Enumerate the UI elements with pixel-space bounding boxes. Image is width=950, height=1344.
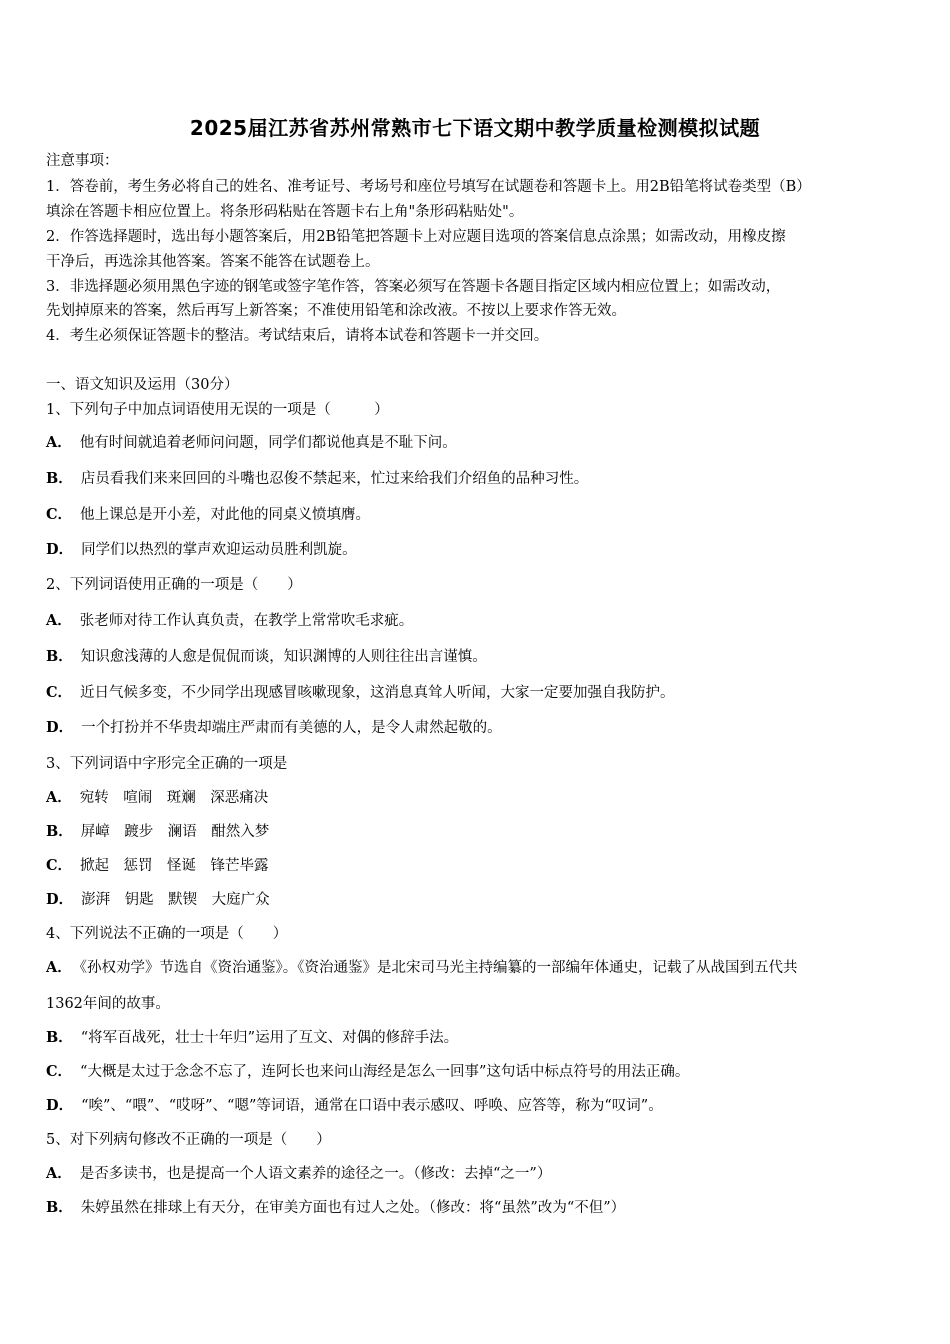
option-letter: A． (46, 959, 72, 976)
option-item (46, 1165, 916, 1183)
option-item (46, 823, 916, 841)
option-letter: D． (46, 1097, 74, 1114)
option-item (46, 684, 916, 702)
option-letter: B． (46, 823, 73, 840)
option-item (46, 1029, 916, 1047)
option-item (46, 789, 916, 807)
option-item (46, 434, 916, 452)
question-stem: 3、下列词语中字形完全正确的一项是 (46, 756, 288, 772)
question-stem: 1、下列句子中加点词语使用无误的一项是（ ） (46, 402, 389, 418)
option-letter: A． (46, 612, 72, 629)
option-item (46, 470, 916, 488)
option-letter: C． (46, 684, 73, 701)
option-letter: B． (46, 1199, 73, 1216)
notice-line: 干净后，再选涂其他答案。答案不能答在试题卷上。 (46, 254, 380, 270)
option-item (46, 959, 916, 977)
option-item (46, 1097, 916, 1115)
option-letter: A． (46, 789, 72, 806)
option-letter: B． (46, 1029, 73, 1046)
option-text: “将军百战死，壮士十年归”运用了互文、对偶的修辞手法。 (80, 1030, 459, 1046)
option-text: 是否多读书，也是提高一个人语文素养的途径之一。（修改：去掉“之一”） (79, 1166, 552, 1182)
option-item (46, 891, 916, 909)
option-text: 同学们以热烈的掌声欢迎运动员胜利凯旋。 (81, 542, 357, 558)
option-text: 《孙权劝学》节选自《资治通鉴》。《资治通鉴》是北宋司马光主持编纂的一部编年体通史，记载了从战国到五代共 (79, 960, 798, 976)
option-letter: B． (46, 470, 73, 487)
option-letter: C． (46, 857, 73, 874)
option-text: 一个打扮并不华贵却端庄严肃而有美德的人，是令人肃然起敬的。 (81, 720, 502, 736)
section-heading: 一、语文知识及运用（30分） (46, 377, 239, 393)
notice-line: 1．答卷前，考生务必将自己的姓名、准考证号、考场号和座位号填写在试题卷和答题卡上。用2B铅笔将试卷类型（B） (46, 179, 811, 195)
option-item (46, 1199, 916, 1217)
notice-line: 4．考生必须保证答题卡的整洁。考试结束后，请将本试卷和答题卡一并交回。 (46, 328, 549, 344)
option-text: 他上课总是开小差，对此他的同桌义愤填膺。 (80, 507, 371, 523)
option-text: 澎湃 钥匙 默锲 大庭广众 (81, 892, 270, 908)
option-text: 掀起 惩罚 怪诞 锋芒毕露 (80, 858, 269, 874)
option-item (46, 506, 916, 524)
question-stem: 2、下列词语使用正确的一项是（ ） (46, 577, 302, 593)
option-text: “大概是太过于念念不忘了，连阿长也来问山海经是怎么一回事”这句话中标点符号的用法正确。 (80, 1064, 690, 1080)
option-letter: A． (46, 1165, 72, 1182)
option-text: 宛转 喧闹 斑斓 深恶痛决 (79, 790, 269, 806)
option-text: 朱婷虽然在排球上有天分，在审美方面也有过人之处。（修改：将“虽然”改为“不但”） (80, 1200, 626, 1216)
notice-line: 填涂在答题卡相应位置上。将条形码粘贴在答题卡右上角"条形码粘贴处"。 (46, 204, 524, 220)
option-item (46, 857, 916, 875)
option-text: 知识愈浅薄的人愈是侃侃而谈，知识渊博的人则往往出言谨慎。 (80, 649, 487, 665)
notice-line: 3．非选择题必须用黑色字迹的钢笔或签字笔作答，答案必须写在答题卡各题目指定区域内相应位置上；如需改动， (46, 279, 781, 295)
option-letter: D． (46, 891, 74, 908)
option-item-continued (46, 995, 916, 1013)
option-letter: C． (46, 506, 73, 523)
notice-heading: 注意事项： (46, 153, 119, 169)
option-letter: D． (46, 541, 74, 558)
option-text: 近日气候多变，不少同学出现感冒咳嗽现象，这消息真耸人听闻，大家一定要加强自我防护。 (80, 685, 675, 701)
page-title: 2025届江苏省苏州常熟市七下语文期中教学质量检测模拟试题 (189, 116, 761, 140)
option-letter: B． (46, 648, 73, 665)
option-item (46, 719, 916, 737)
option-item (46, 648, 916, 666)
option-text: 1362年间的故事。 (46, 996, 170, 1012)
option-letter: C． (46, 1063, 73, 1080)
option-item (46, 1063, 916, 1081)
notice-line: 先划掉原来的答案，然后再写上新答案；不准使用铅笔和涂改液。不按以上要求作答无效。 (46, 303, 626, 319)
option-item (46, 612, 916, 630)
question-stem: 4、下列说法不正确的一项是（ ） (46, 926, 288, 942)
notice-line: 2．作答选择题时，选出每小题答案后，用2B铅笔把答题卡上对应题目选项的答案信息点涂黑；如需改动，用橡皮擦 (46, 229, 786, 245)
option-text: 他有时间就追着老师问问题，同学们都说他真是不耻下问。 (79, 435, 457, 451)
option-letter: D． (46, 719, 74, 736)
option-item (46, 541, 916, 559)
option-text: “唉”、“喂”、“哎呀”、“嗯”等词语，通常在口语中表示感叹、呼唤、应答等，称为“叹词”。 (81, 1098, 663, 1114)
option-letter: A． (46, 434, 72, 451)
option-text: 店员看我们来来回回的斗嘴也忍俊不禁起来，忙过来给我们介绍鱼的品种习性。 (80, 471, 589, 487)
option-text: 张老师对待工作认真负责，在教学上常常吹毛求疵。 (79, 613, 414, 629)
question-stem: 5、对下列病句修改不正确的一项是（ ） (46, 1132, 331, 1148)
option-text: 屏嶂 踱步 澜语 酣然入梦 (80, 824, 270, 840)
